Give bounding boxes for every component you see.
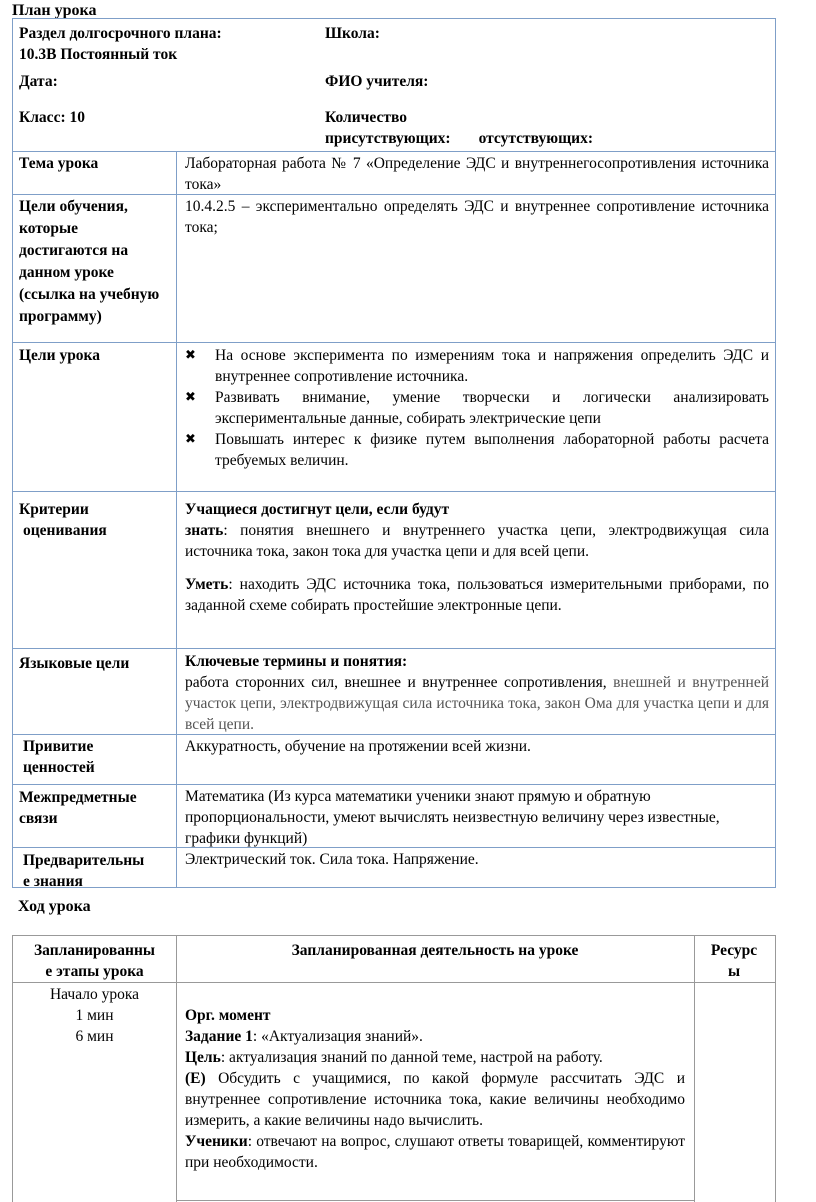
cross-subject-value: Математика (Из курса математики ученики знают прямую и обратную пропорциональности, умеют вычислять неизвестную величину через известные, графики функций) bbox=[185, 788, 720, 847]
column-header-activity: Запланированная деятельность на уроке bbox=[291, 942, 579, 959]
cross-bullet-icon: ✖ bbox=[185, 390, 196, 405]
lesson-plan-title: План урока bbox=[12, 2, 97, 19]
class-label: Класс: 10 bbox=[19, 109, 85, 126]
values-label: Привитие ценностей bbox=[23, 738, 95, 776]
column-header-resources: Ресурс ы bbox=[710, 942, 758, 980]
cross-bullet-icon: ✖ bbox=[185, 432, 196, 447]
lesson-flow-title: Ход урока bbox=[18, 898, 91, 915]
row-divider bbox=[13, 342, 775, 343]
list-item: ✖ Повышать интерес к физике путем выполнения лабораторной работы расчета требуемых величин. bbox=[185, 431, 769, 469]
topic-label: Тема урока bbox=[19, 155, 99, 172]
language-goals-value: Ключевые термины и понятия: работа сторонних сил, внешнее и внутреннее сопротивления, внешней и внутренней участок цепи, электродвижущая сила источника тока, закон Ома для участка цепи и для всей цепи. bbox=[185, 653, 769, 733]
cross-subject-label: Межпредметные связи bbox=[19, 789, 137, 827]
row-divider bbox=[13, 648, 775, 649]
values-value: Аккуратность, обучение на протяжении всей жизни. bbox=[185, 738, 531, 755]
attendance-label: Количество присутствующих: отсутствующих: bbox=[325, 109, 594, 147]
cross-bullet-icon: ✖ bbox=[185, 348, 196, 363]
section-label: Раздел долгосрочного плана: 10.3В Постоянный ток bbox=[19, 25, 222, 63]
lesson-flow-table bbox=[12, 935, 776, 1202]
row-divider bbox=[176, 1200, 694, 1201]
lesson-goals-label: Цели урока bbox=[19, 347, 101, 364]
lesson-goals-list bbox=[185, 345, 769, 471]
teacher-label: ФИО учителя: bbox=[325, 73, 429, 90]
date-label: Дата: bbox=[19, 73, 58, 90]
list-item: ✖ Развивать внимание, умение творчески и логически анализировать экспериментальные данные, собирать электрические цепи bbox=[185, 389, 769, 427]
school-label: Школа: bbox=[325, 25, 380, 42]
row-divider bbox=[13, 982, 775, 983]
row-divider bbox=[13, 784, 775, 785]
language-goals-label: Языковые цели bbox=[19, 655, 130, 672]
column-header-stages: Запланированны е этапы урока bbox=[33, 942, 156, 980]
column-divider bbox=[176, 936, 177, 1202]
prior-knowledge-label: Предварительны е знания bbox=[23, 852, 145, 890]
list-item: ✖ На основе эксперимента по измерениям тока и напряжения определить ЭДС и внутреннее сопротивление источника. bbox=[185, 347, 769, 385]
row-divider bbox=[13, 151, 775, 152]
lesson-plan-table bbox=[12, 18, 776, 888]
activity-cell: Орг. момент Задание 1: «Актуализация знаний». Цель: актуализация знаний по данной теме, настрой на работу. (Е) Обсудить с учащимися, по какой формуле рассчитать ЭДС и внутреннее сопротивление источника тока, какие величины необходимо измерить, а какие величины надо вычислить. Ученики: отвечают на вопрос, слушают ответы товарищей, комментируют при необходимости. bbox=[185, 1007, 685, 1171]
column-divider bbox=[176, 151, 177, 887]
criteria-value: Учащиеся достигнут цели, если будут знать: понятия внешнего и внутреннего участка цепи, электродвижущая сила источника тока, закон тока для участка цепи и для всей цепи. Уметь: находить ЭДС источника тока, пользоваться измерительными приборами, по заданной схеме собирать простейшие электронные цепи. bbox=[185, 501, 769, 614]
topic-value: Лабораторная работа № 7 «Определение ЭДС и внутреннегосопротивления источника тока» bbox=[185, 155, 769, 193]
prior-knowledge-value: Электрический ток. Сила тока. Напряжение. bbox=[185, 851, 479, 868]
learning-goals-value: 10.4.2.5 – экспериментально определять ЭДС и внутреннее сопротивление источника тока; bbox=[185, 198, 769, 236]
row-divider bbox=[13, 491, 775, 492]
stage-cell: Начало урока 1 мин 6 мин bbox=[49, 986, 140, 1045]
criteria-label: Критерии оценивания bbox=[19, 501, 107, 539]
learning-goals-label: Цели обучения, которые достигаются на данном уроке (ссылка на учебную программу) bbox=[19, 198, 160, 325]
